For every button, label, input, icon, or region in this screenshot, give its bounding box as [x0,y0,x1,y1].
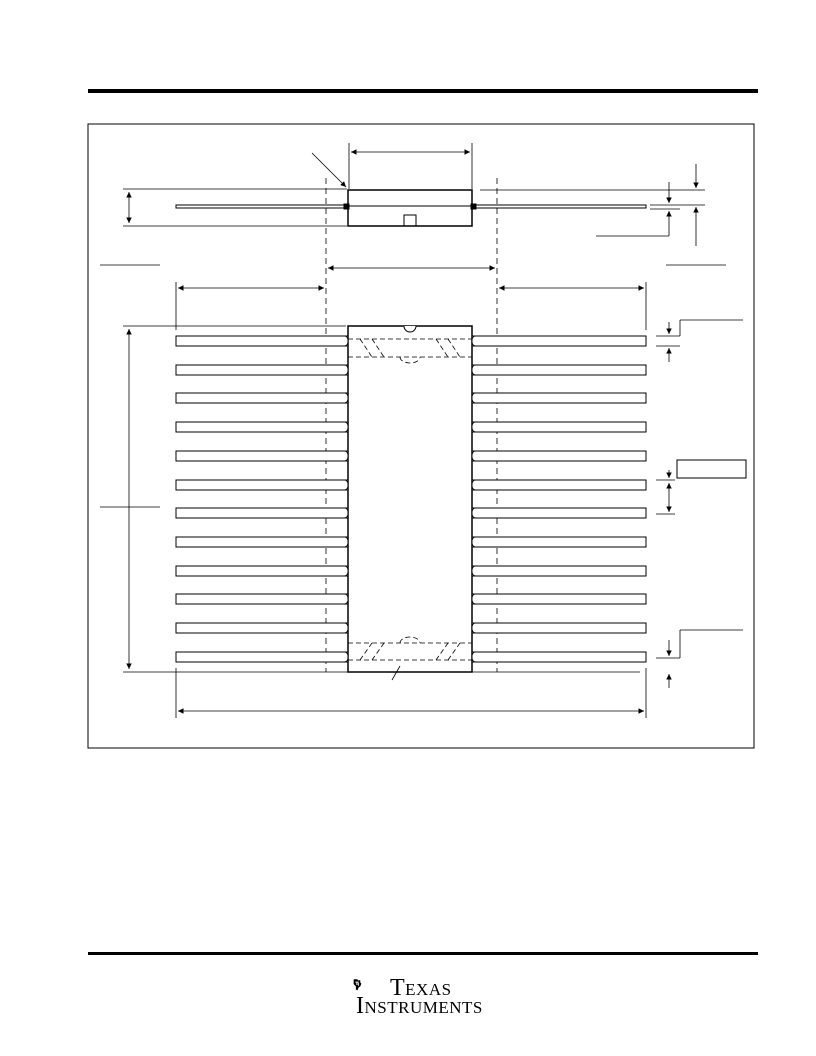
lead-left-7 [176,508,348,518]
lead-right-8 [472,537,646,547]
lead-left-2 [176,365,348,375]
lead-right-7 [472,508,646,518]
lead-left-8 [176,537,348,547]
footer-rule [88,952,758,955]
width-dimensions [100,265,726,330]
side-view-lead-right [472,205,646,208]
height-dimension [100,326,640,672]
lead-right-11 [472,623,646,633]
lead-right-6 [472,480,646,490]
lead-right-12 [472,652,646,662]
lead-dimensions-right [656,320,746,688]
top-view [348,326,472,680]
pin1-notch [404,326,416,332]
side-view-body [348,190,472,226]
lead-left-5 [176,451,348,461]
side-view [123,143,705,246]
lead-left-9 [176,566,348,576]
lead-right-2 [472,365,646,375]
brand-name-line1: TEXAS [390,975,452,1001]
side-view-lead-left [176,205,348,208]
lead-left-1 [176,336,348,346]
lead-pitch-box [677,460,746,478]
lead-right-10 [472,594,646,604]
lead-left-11 [176,623,348,633]
lead-right-9 [472,566,646,576]
overall-span-dimension [176,668,646,718]
brand-name-line2: INSTRUMENTS [356,993,483,1019]
lead-left-10 [176,594,348,604]
lead-right-1 [472,336,646,346]
top-view-body [348,326,472,672]
lead-right-4 [472,422,646,432]
lead-left-6 [176,480,348,490]
lead-right-5 [472,451,646,461]
lead-left-12 [176,652,348,662]
lead-right-3 [472,393,646,403]
lead-left-4 [176,422,348,432]
leads [176,336,646,662]
lead-left-3 [176,393,348,403]
